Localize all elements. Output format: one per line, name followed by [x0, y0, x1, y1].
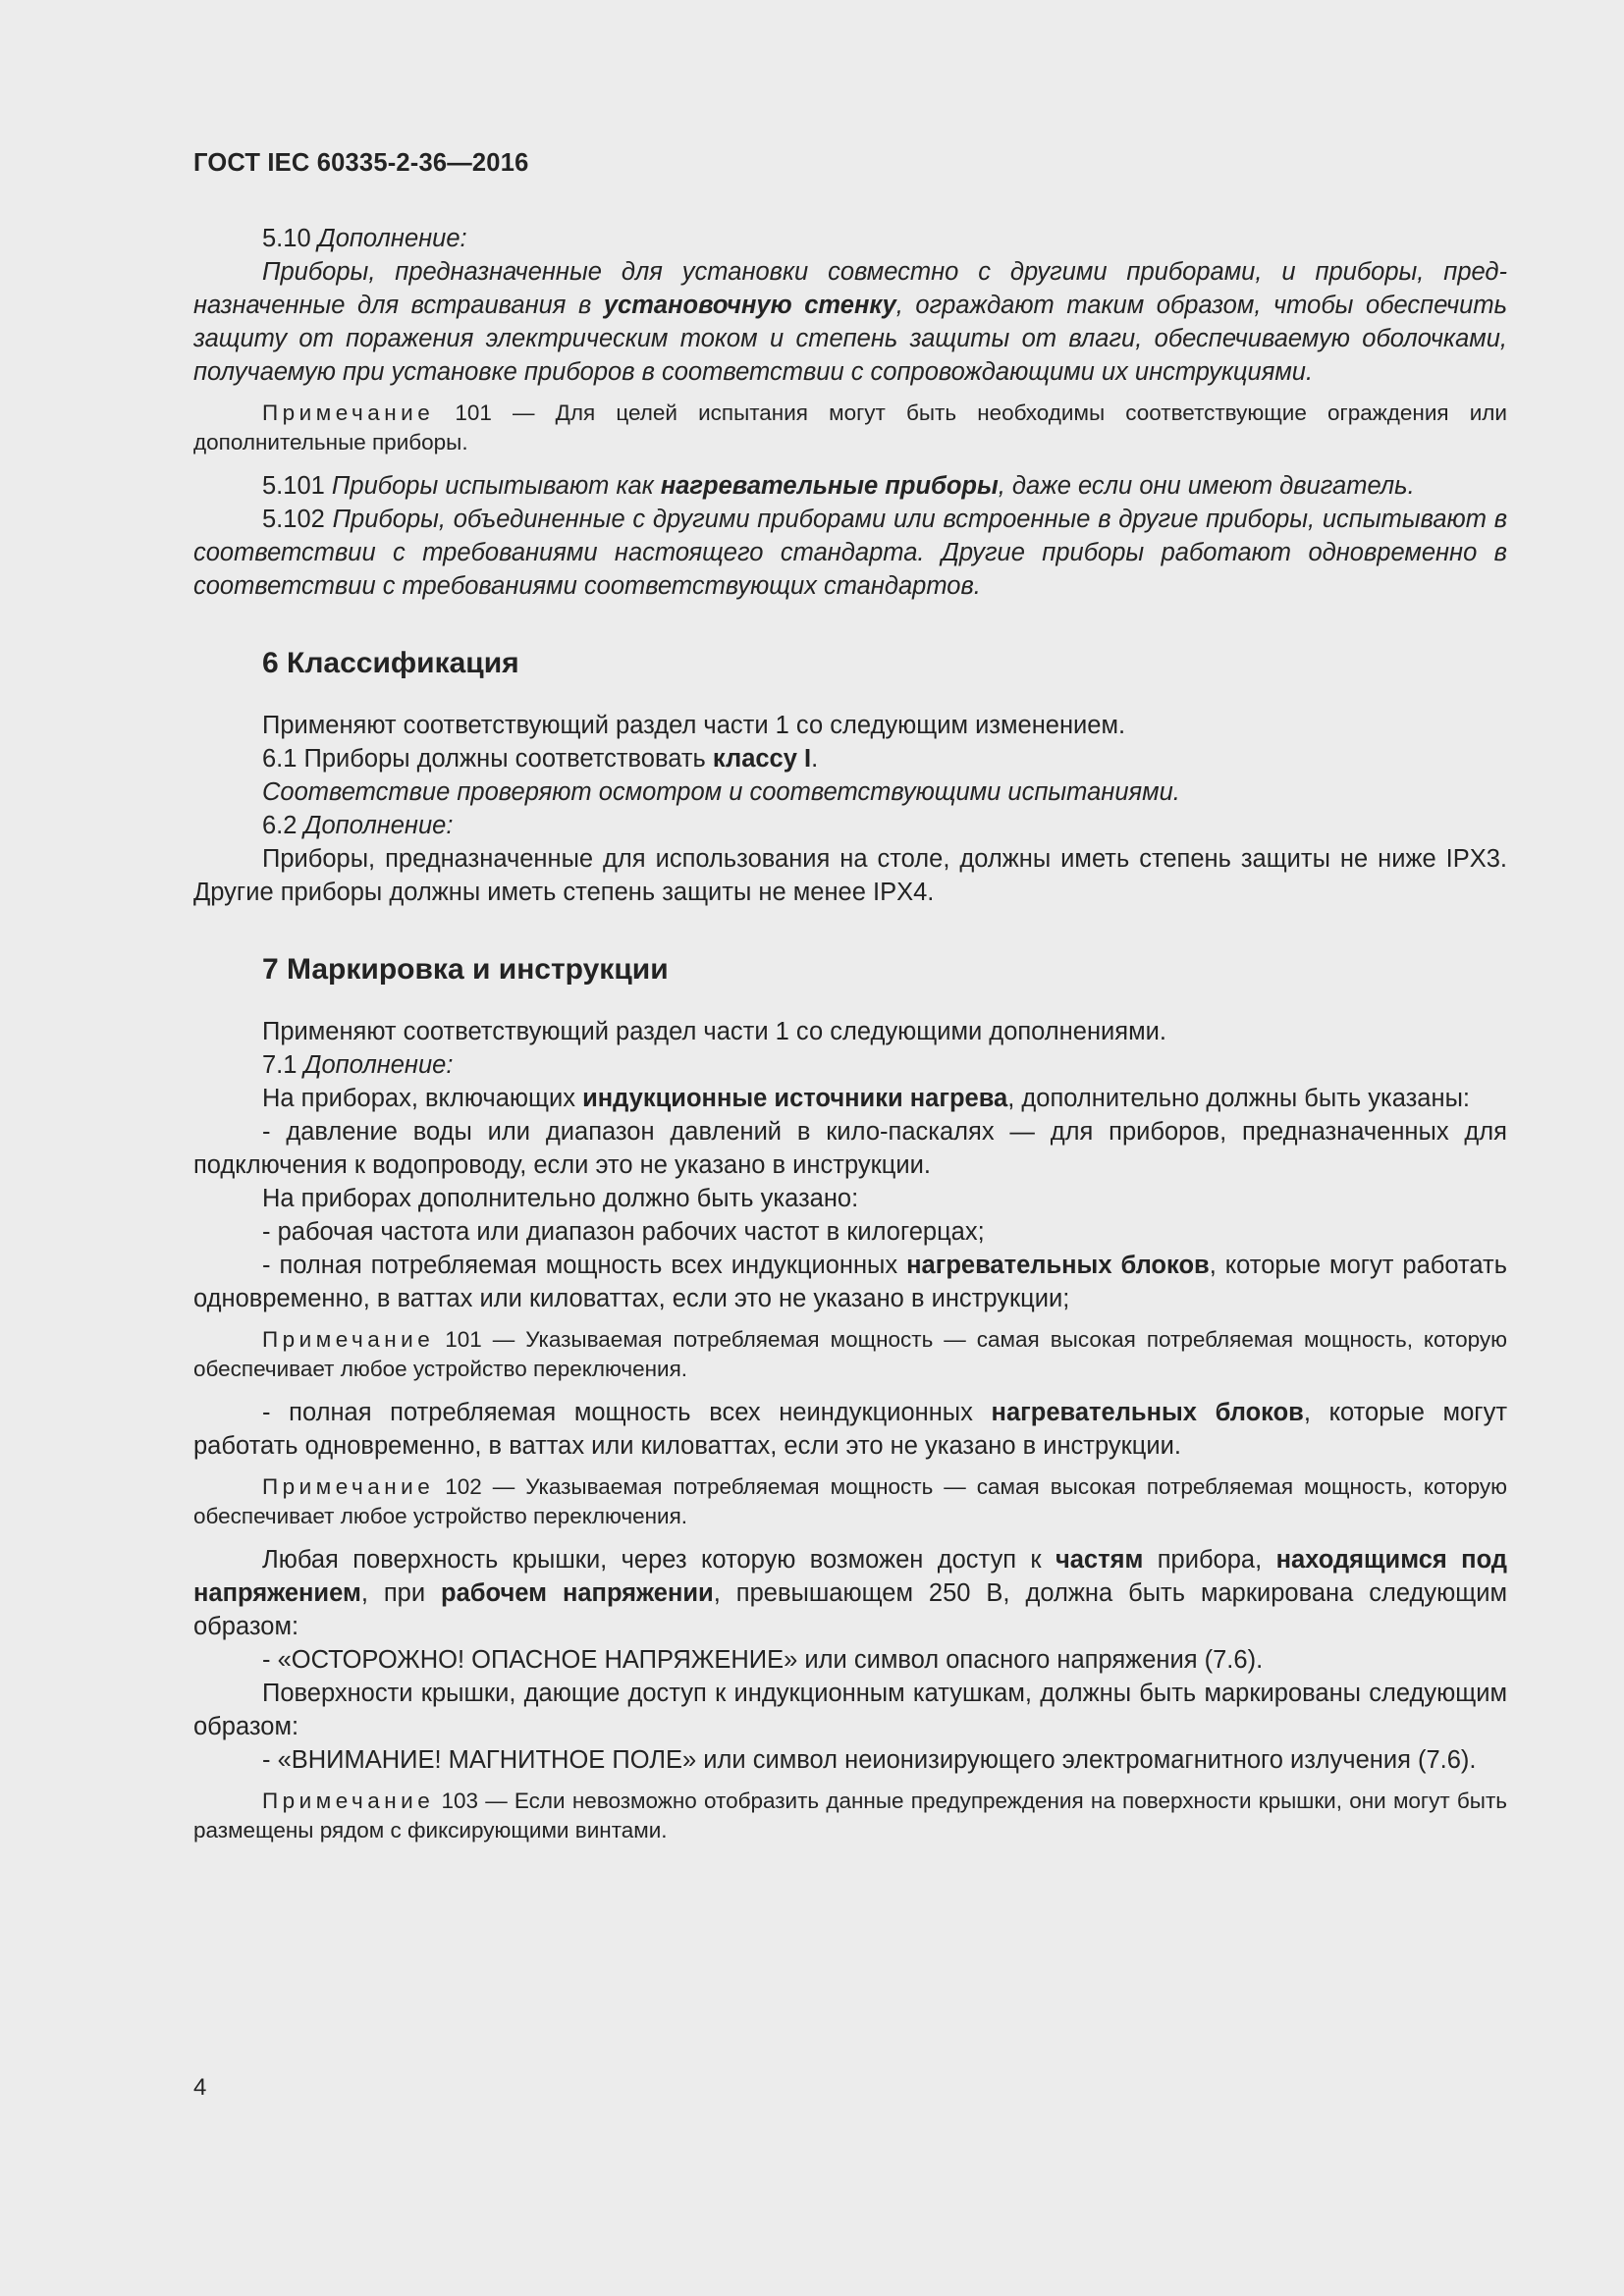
clause-7-1-induction: На приборах, включающих индукционные источники нагрева, дополнительно должны быть указаны: [262, 1085, 1470, 1112]
clause-5-10-title: 5.10 Дополнение: [262, 225, 467, 252]
clause-7-1-additional: На приборах дополнительно должно быть указано: [262, 1185, 859, 1212]
list-item-danger-voltage: - «ОСТОРОЖНО! ОПАСНОЕ НАПРЯЖЕНИЕ» или символ опасного напряжения (7.6). [262, 1646, 1264, 1674]
list-item-water-pressure: - давление воды или диапазон давлений в кило-паскалях — для приборов, предназначенных для подключения к водопроводу, если это не указано в инструкции. [193, 1118, 1507, 1179]
section-7-intro: Применяют соответствующий раздел части 1 со следующими дополнениями. [262, 1018, 1166, 1045]
note-7-103: Примечание 103 — Если невозможно отобразить данные предупреждения на поверхности крышки, они могут быть размещены рядом с фиксирующими винтами. [193, 1789, 1507, 1842]
clause-5-10-text: Приборы, предназначенные для установки совместно с другими приборами, и приборы, предназначенные для встраивания в установочную стенку, ограждают таким образом, чтобы обеспечить защиту от поражения электрическим током и степень защиты от влаги, обеспечиваемую оболочками, получаемую при установке приборов в соответствии с сопровождающими их инструкциями. [193, 258, 1507, 386]
document-body [193, 222, 1507, 1857]
clause-7-1-coil-marking: Поверхности крышки, дающие доступ к индукционным катушкам, должны быть маркированы следующим образом: [193, 1680, 1507, 1740]
page-number: 4 [193, 2074, 207, 2101]
section-6-heading: 6 Классификация [262, 647, 519, 679]
note-7-102: Примечание 102 — Указываемая потребляемая мощность — самая высокая потребляемая мощность, которую обеспечивает любое устройство переключения. [193, 1474, 1507, 1528]
clause-6-1-compliance: Соответствие проверяют осмотром и соответствующими испытаниями. [262, 778, 1180, 806]
clause-7-1-title: 7.1 Дополнение: [262, 1051, 454, 1079]
list-item-frequency: - рабочая частота или диапазон рабочих частот в килогерцах; [262, 1218, 985, 1246]
note-5-10: Примечание 101 — Для целей испытания могут быть необходимы соответствующие ограждения или дополнительные приборы. [193, 400, 1507, 454]
clause-6-2-text: Приборы, предназначенные для использования на столе, должны иметь степень защиты не ниже IPX3. Другие приборы должны иметь степень защиты не менее IPX4. [193, 845, 1507, 906]
list-item-induction-power: - полная потребляемая мощность всех индукционных нагревательных блоков, которые могут работать одновременно, в ваттах или киловаттах, если это не указано в инструкции; [193, 1252, 1508, 1312]
clause-5-101: 5.101 Приборы испытывают как нагревательные приборы, даже если они имеют двигатель. [262, 472, 1415, 500]
clause-6-1: 6.1 Приборы должны соответствовать классу I. [262, 745, 819, 773]
clause-6-2-title: 6.2 Дополнение: [262, 812, 454, 839]
section-6-intro: Применяют соответствующий раздел части 1 со следующим изменением. [262, 712, 1126, 739]
section-7-heading: 7 Маркировка и инструкции [262, 953, 669, 986]
clause-7-1-cover-marking: Любая поверхность крышки, через которую возможен доступ к частям прибора, находящимся под напряжением, при рабочем напряжении, превышающем 250 В, должна быть маркирована следующим образом: [193, 1546, 1508, 1640]
list-item-magnetic-field: - «ВНИМАНИЕ! МАГНИТНОЕ ПОЛЕ» или символ неионизирующего электромагнитного излучения (7.6). [262, 1746, 1477, 1774]
clause-5-102: 5.102 Приборы, объединенные с другими приборами или встроенные в другие приборы, испытывают в соответствии с требованиями настоящего стандарта. Другие приборы работают одновременно в соответствии с требованиями соответствующих стандартов. [193, 506, 1508, 600]
note-7-101: Примечание 101 — Указываемая потребляемая мощность — самая высокая потребляемая мощность, которую обеспечивает любое устройство переключения. [193, 1327, 1507, 1381]
list-item-non-induction-power: - полная потребляемая мощность всех неиндукционных нагревательных блоков, которые могут работать одновременно, в ваттах или киловаттах, если это не указано в инструкции. [193, 1399, 1507, 1460]
document-header: ГОСТ IEC 60335-2-36—2016 [193, 149, 529, 177]
